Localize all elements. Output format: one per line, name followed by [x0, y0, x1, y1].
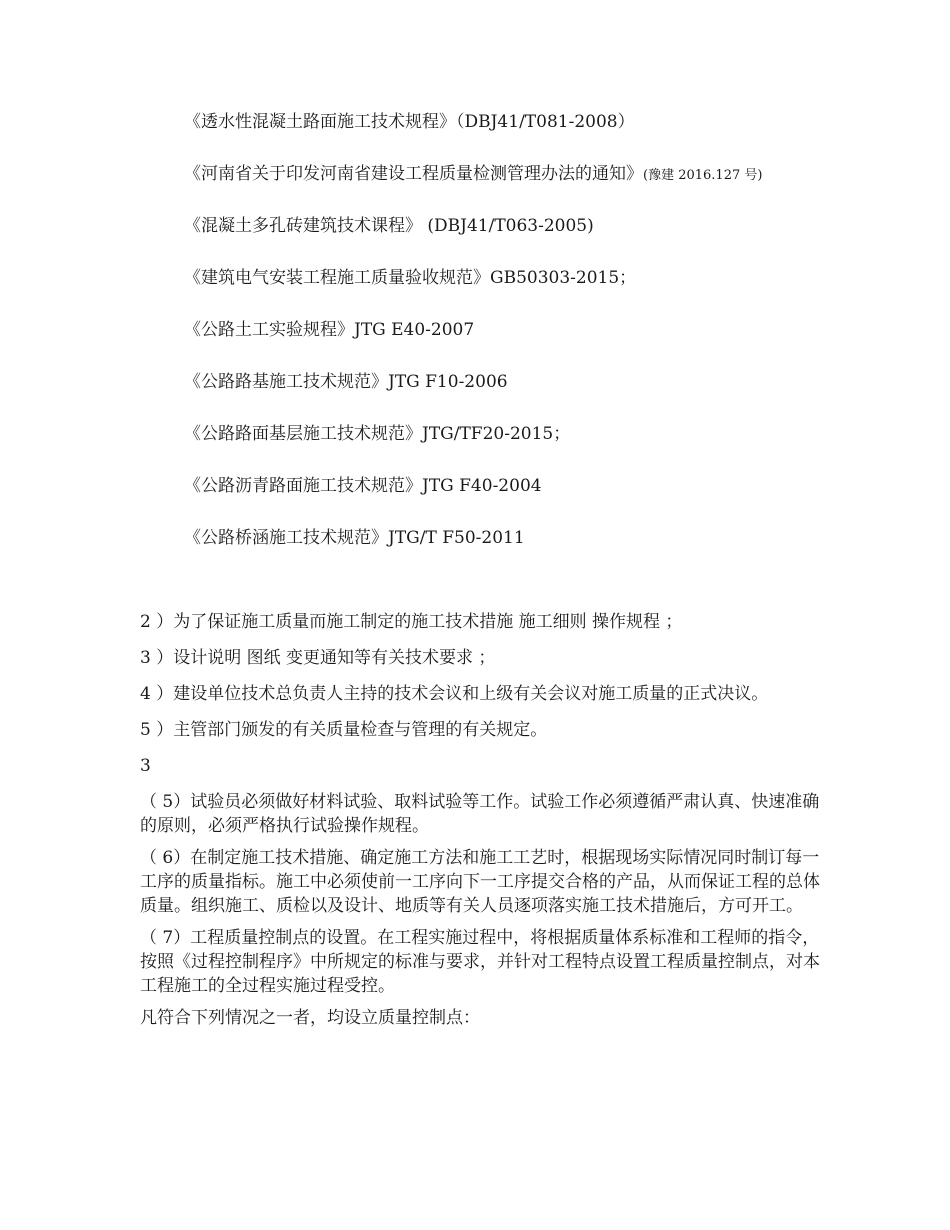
standard-item: 《公路路基施工技术规范》JTG F10-2006 — [184, 372, 508, 392]
paragraph: （ 5）试验员必须做好材料试验、取料试验等工作。试验工作必须遵循严肃认真、快速准确的原则，必须严格执行试验操作规程。 — [140, 792, 820, 836]
paragraph: （ 7）工程质量控制点的设置。在工程实施过程中，将根据质量体系标准和工程师的指令，按照《过程控制程序》中所规定的标准与要求，并针对工程特点设置工程质量控制点，对本工程施工的全过程实施过程受控。 — [140, 928, 820, 996]
standard-item: 《公路沥青路面施工技术规范》JTG F40-2004 — [184, 476, 542, 496]
standard-item: 《公路路面基层施工技术规范》JTG/TF20-2015； — [184, 424, 571, 444]
paragraph: 凡符合下列情况之一者，均设立质量控制点： — [140, 1008, 480, 1028]
paragraph: 5 ）主管部门颁发的有关质量检查与管理的有关规定。 — [140, 720, 548, 740]
paragraph: 4 ）建设单位技术总负责人主持的技术会议和上级有关会议对施工质量的正式决议。 — [140, 684, 769, 704]
body-text — [140, 610, 820, 1038]
paragraph: 3 ）设计说明 图纸 变更通知等有关技术要求 ； — [140, 648, 496, 668]
paragraph: （ 6）在制定施工技术措施、确定施工方法和施工工艺时，根据现场实际情况同时制订每一工序的质量指标。施工中必须使前一工序向下一工序提交合格的产品，从而保证工程的总体质量。组织施工、质检以及设计、地质等有关人员逐项落实施工技术措施后，方可开工。 — [140, 848, 820, 916]
standard-item: 《河南省关于印发河南省建设工程质量检测管理办法的通知》(豫建 2016.127 号) — [184, 164, 763, 184]
standard-item: 《透水性混凝土路面施工技术规程》（DBJ41/T081-2008） — [184, 112, 635, 132]
section-number: 3 — [140, 756, 151, 776]
standard-item: 《建筑电气安装工程施工质量验收规范》GB50303-2015； — [184, 268, 637, 288]
standard-note: (豫建 2016.127 号) — [643, 168, 763, 183]
standard-item: 《公路土工实验规程》JTG E40-2007 — [184, 320, 475, 340]
paragraph: 2 ）为了保证施工质量而施工制定的施工技术措施 施工细则 操作规程 ； — [140, 612, 683, 632]
standard-item: 《公路桥涵施工技术规范》JTG/T F50-2011 — [184, 528, 525, 548]
standard-item: 《混凝土多孔砖建筑技术课程》 (DBJ41/T063-2005) — [184, 216, 594, 236]
standards-list — [184, 108, 884, 576]
